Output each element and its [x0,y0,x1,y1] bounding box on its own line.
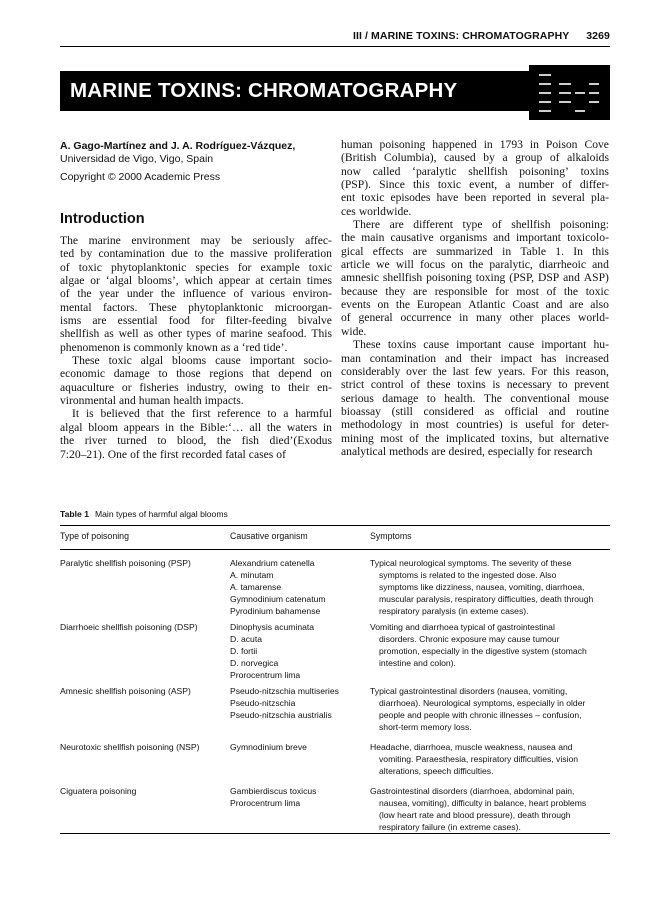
text-line: the main causative organisms and important toxicolo- [341,231,609,245]
organism-name: Gymnodinium breve [230,742,307,752]
author-names: A. Gago-Martínez and J. A. Rodríguez-Vázquez, [60,140,296,152]
table-cell-symptoms [370,557,593,617]
text-line: aquaculture or fisheries industry, owing to their en- [60,380,332,394]
text-line: There are different type of shellfish poisoning: [353,218,609,232]
table-cell-symptoms [370,785,586,833]
symptom-line: alterations, speech difficulties. [379,766,494,776]
table-cell-organisms [230,621,314,681]
table-cell-organisms [230,557,326,617]
symptom-line: Typical neurological symptoms. The severity of these [370,558,572,568]
symptom-line: Typical gastrointestinal disorders (nausea, vomiting, [370,686,568,696]
table-cell-type: Neurotoxic shellfish poisoning (NSP) [60,742,200,752]
author-block [60,140,295,166]
table-rule-bottom [60,833,610,834]
symptom-line: intestine and colon). [379,658,456,668]
text-line: the river turned to blood, the fish died’(Exodus [60,434,332,448]
table-cell-symptoms [370,741,578,777]
organism-name: Alexandrium catenella [230,558,315,568]
text-line: The marine environment may be seriously affec- [60,234,332,247]
table-cell-organisms [230,741,307,753]
running-header [0,30,610,42]
table-cell-organisms [230,685,339,721]
symptom-line: respiratory failure (in extreme cases). [379,822,521,832]
symptom-line: vomiting. Paraesthesia, respiratory difficulties, vision [379,754,579,764]
text-line: These toxic algal blooms cause important socio- [72,354,332,368]
table-header-type: Type of poisoning [60,531,129,541]
text-line: analytical methods are desired, especially for research [341,444,593,458]
text-line: serious damage to health. The conventional mouse [341,391,609,405]
text-line: ces worldwide. [341,204,412,218]
text-line: strict control of these toxins is necessary to prevent [341,378,609,392]
author-affiliation: Universidad de Vigo, Vigo, Spain [60,153,214,165]
section-heading: Introduction [60,211,145,227]
table-header-symptoms: Symptoms [370,531,412,541]
text-line: considerably over the last few years. For this reason, [341,364,609,378]
table-header-organism: Causative organism [230,531,308,541]
text-line: isms are essential food for filter-feeding bivalve [60,314,332,328]
symptom-line: Headache, diarrhoea, muscle weakness, nausea and [370,742,573,752]
text-line: phenomenon is commonly known as a ‘red tide’. [60,340,288,354]
text-line: of the year under the influence of various environ- [60,287,332,301]
text-line: amnesic shellfish poisoning toxing (PSP, DSP and ASP) [341,271,609,285]
organism-name: Pseudo-nitzschia multiseries [230,686,339,696]
table-cell-type: Amnesic shellfish poisoning (ASP) [60,686,191,696]
text-line: bioassay (still considered as official and routine [341,404,609,418]
symptom-line: short-term memory loss. [379,722,472,732]
text-line: algae or ‘algal blooms’, which appear at certain times [60,274,332,288]
organism-name: Gymnodinium catenatum [230,594,326,604]
table-caption [60,509,228,519]
copyright-notice: Copyright © 2000 Academic Press [60,171,221,183]
organism-name: Prorocentrum lima [230,798,301,808]
table-cell-type: Diarrhoeic shellfish poisoning (DSP) [60,622,198,632]
table-rule-header [60,549,610,550]
running-header-title: III / MARINE TOXINS: CHROMATOGRAPHY [352,30,570,42]
text-line: (British Columbia), caused by a group of alkaloids [341,151,609,165]
text-line: shellfish as well as other types of marine seafood. This [60,327,332,341]
article-title: MARINE TOXINS: CHROMATOGRAPHY [70,79,458,102]
text-line: events on the European Atlantic Coast and are also [341,298,609,312]
body-column-right [341,138,609,458]
text-line: algal bloom appears in the Bible:‘… all the waters in [60,420,332,434]
text-line: gical effects are summarized in Table 1. In this [341,244,609,258]
symptom-line: promotion, especially in the digestive system (stomach [379,646,587,656]
organism-name: A. minutam [230,570,274,580]
organism-name: D. fortii [230,646,258,656]
text-line: mental factors. These phytoplanktonic microorgan- [60,300,332,314]
symptom-line: people and people with chronic illnesses – confusion, [379,710,582,720]
text-line: (PSP). Since this toxic event, a number of differ- [341,178,609,192]
text-line: of general occurrence in many other places world- [341,311,609,325]
organism-name: D. norvegica [230,658,279,668]
chromatography-logo-icon [529,65,610,120]
organism-name: Pseudo-nitzschia [230,698,296,708]
title-bar [60,71,529,111]
text-line: economic damage to those regions that depend on [60,367,332,381]
text-line: wide. [341,324,367,338]
table-caption-text: Main types of harmful algal blooms [94,509,228,519]
text-line: ent toxic episodes have been reported in several pla- [341,191,609,205]
organism-name: Pseudo-nitzschia austrialis [230,710,332,720]
symptom-line: diarrhoea). Neurological symptoms, especially in older [379,698,586,708]
symptom-line: disorders. Chronic exposure may cause tumour [379,634,560,644]
text-line: It is believed that the first reference to a harmful [72,407,332,421]
text-line: vironmental and human health impacts. [60,394,244,408]
organism-name: D. acuta [230,634,263,644]
table-cell-type: Paralytic shellfish poisoning (PSP) [60,558,191,568]
symptom-line: Vomiting and diarrhoea typical of gastrointestinal [370,622,555,632]
symptom-line: symptoms like dizziness, nausea, vomiting, diarrhoea, [379,582,585,592]
symptom-line: Gastrointestinal disorders (diarrhoea, abdominal pain, [370,786,575,796]
organism-name: A. tamarense [230,582,282,592]
text-line: ted by contamination due to the massive proliferation [60,247,332,261]
table-rule-top [60,525,610,526]
body-column-left [60,234,332,461]
text-line: of toxic phytoplanktonic species for example toxic [60,260,332,274]
text-line: mining most of the implicated toxins, but alternative [341,431,609,445]
symptom-line: (low heart rate and blood pressure), death through [379,810,571,820]
text-line: man contamination and their impact has increased [341,351,609,365]
symptom-line: respiratory paralysis (in exteme cases). [379,606,529,616]
text-line: article we will focus on the paralytic, diarrheoic and [341,258,609,272]
table-cell-organisms [230,785,316,809]
table-cell-symptoms [370,685,585,733]
organism-name: Prorocentrum lima [230,670,301,680]
text-line: because they are responsible for most of the toxic [341,284,609,298]
table-cell-type: Ciguatera poisoning [60,786,137,796]
text-line: These toxins cause important cause important hu- [353,338,609,352]
page-number: 3269 [586,30,610,42]
table-cell-symptoms [370,621,587,669]
symptom-line: nausea, vomiting), difficulty in balance, heart problems [379,798,587,808]
text-line: now called ‘paralytic shellfish poisoning’ toxins [341,164,609,178]
table-label: Table 1 [60,509,89,519]
organism-name: Gambierdiscus toxicus [230,786,317,796]
organism-name: Dinophysis acuminata [230,622,315,632]
organism-name: Pyrodinium bahamense [230,606,321,616]
symptom-line: muscular paralysis, respiratory difficulties, death through [379,594,594,604]
symptom-line: symptoms is related to the ingested dose. Also [379,570,557,580]
text-line: human poisoning happened in 1793 in Poison Cove [341,138,609,151]
text-line: 7:20–21). One of the first recorded fatal cases of [60,447,286,461]
header-rule [60,46,610,47]
text-line: methodology in most countries) is useful for deter- [341,418,609,432]
